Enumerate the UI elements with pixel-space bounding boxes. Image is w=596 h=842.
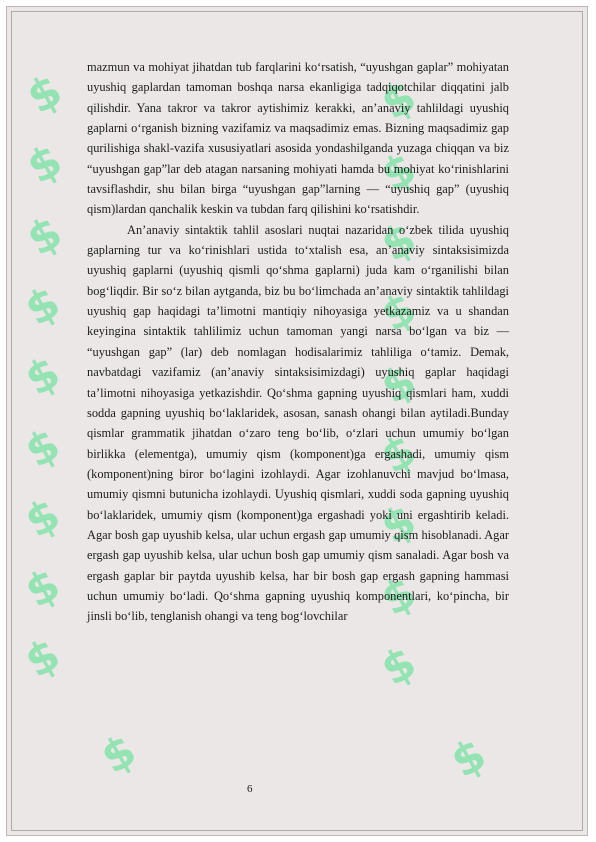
watermark-logo-icon: $ — [442, 728, 495, 789]
watermark-logo-icon: $ — [18, 134, 71, 195]
watermark-logo-icon: $ — [16, 418, 69, 479]
watermark-logo-icon: $ — [16, 628, 69, 689]
watermark-logo-icon: $ — [372, 212, 425, 273]
watermark-logo-icon: $ — [372, 142, 425, 203]
watermark-logo-icon: $ — [372, 354, 425, 415]
document-page — [6, 6, 588, 836]
watermark-logo-icon: $ — [372, 282, 425, 343]
watermark-logo-icon: $ — [16, 558, 69, 619]
watermark-logo-icon: $ — [372, 424, 425, 485]
watermark-logo-icon: $ — [16, 346, 69, 407]
paragraph-continued: mazmun va mohiyat jihatdan tub farqlarini ko‘rsatish, “uyushgan gaplar” mohiyatan uyushiq gaplardan tamoman boshqa narsa ekanligiga tadqiqotchilar diqqatini jalb qilishdir. Yana takror va takror aytishimiz kerakki, an’anaviy tahlildagi uyushiq gaplarni o‘rganish bizning vazifamiz va maqsadimiz emas. Bizning maqsadimiz gap qurilishiga shakl-vazifa xususiyatlari asosida yondashilganda yuzaga chiqqan va biz “uyushgan gap”lar deb atagan narsaning mohiyati hamda bu mohiyat ko‘rinishlarini tavsiflashdir, shu bilan birga “uyushgan gap”larning — “uyushiq gap” (uyushiq qism)lardan qanchalik keskin va tubdan farq qilishini ko‘rsatishdir. — [87, 60, 509, 217]
body-text — [87, 57, 509, 627]
watermark-logo-icon: $ — [18, 206, 71, 267]
watermark-logo-icon: $ — [16, 276, 69, 337]
watermark-logo-icon: $ — [372, 494, 425, 555]
watermark-logo-icon: $ — [16, 488, 69, 549]
watermark-logo-icon: $ — [372, 636, 425, 697]
watermark-logo-icon: $ — [92, 724, 145, 785]
watermark-logo-icon: $ — [372, 70, 425, 131]
paragraph: An’anaviy sintaktik tahlil asoslari nuqtai nazaridan o‘zbek tilida uyushiq gaplarning tur va ko‘rinishlari ustida to‘xtalish esa, an’anaviy sintaksisimizda uyushiq gaplarni (uyushiq qismli qo‘shma gaplarni) juda kam o‘rganilishi bilan bog‘liqdir. Bir so‘z bilan aytganda, biz bu bo‘limchada an’anaviy sintaktik tahlildagi uyushiq gap haqidagi ta’limotni mantiqiy nihoyasiga yetkazamiz va u shandan keyingina sintaktik tahlilimiz uchun tamoman yangi narsa bo‘lgan va biz — “uyushgan gap” (lar) deb nomlagan hodisalarimiz tahliliga o‘tamiz. Demak, navbatdagi vazifamiz (an’anaviy sintaksisimizdagi) uyushiq gaplar haqidagi ta’limotni nihoyasiga yetkazishdir. Qo‘shma gapning uyushiq qismlari ham, xuddi sodda gapning uyushiq bo‘laklaridek, asosan, sanash ohangi bilan aytiladi.Bunday qismlar grammatik jihatdan o‘zaro teng bo‘lib, o‘zlari uchun umumiy bo‘lgan birlikka (elementga), umumiy qism (komponent)ga ergashadi, umumiy qism (komponent)ning biror bo‘lagini izohlaydi. Agar izohlanuvchi mavjud bo‘lmasa, umumiy qismni butunicha izohlaydi. Uyushiq qismlari, xuddi soda gapning uyushiq bo‘laklaridek, umumiy qism (komponent)ga ergashadi yoki uni ergashtirib keladi. Agar bosh gap uyushib kelsa, ular uchun ergash gap umumiy qism hisoblanadi. Agar ergash gap uyushib kelsa, ular uchun bosh gap umumiy qism sanaladi. Agar bosh va ergash gaplar bir paytda uyushib kelsa, har bir bosh gap ergash gapning hammasi uchun umumiy bo‘ladi. Qo‘shma gapning uyushiq komponentlari, ko‘pincha, bir jinsli bo‘lib, tenglanish ohangi va teng bog‘lovchilar — [87, 222, 509, 624]
watermark-logo-icon: $ — [372, 566, 425, 627]
watermark-logo-icon: $ — [18, 64, 71, 125]
page-number: 6 — [247, 783, 253, 795]
